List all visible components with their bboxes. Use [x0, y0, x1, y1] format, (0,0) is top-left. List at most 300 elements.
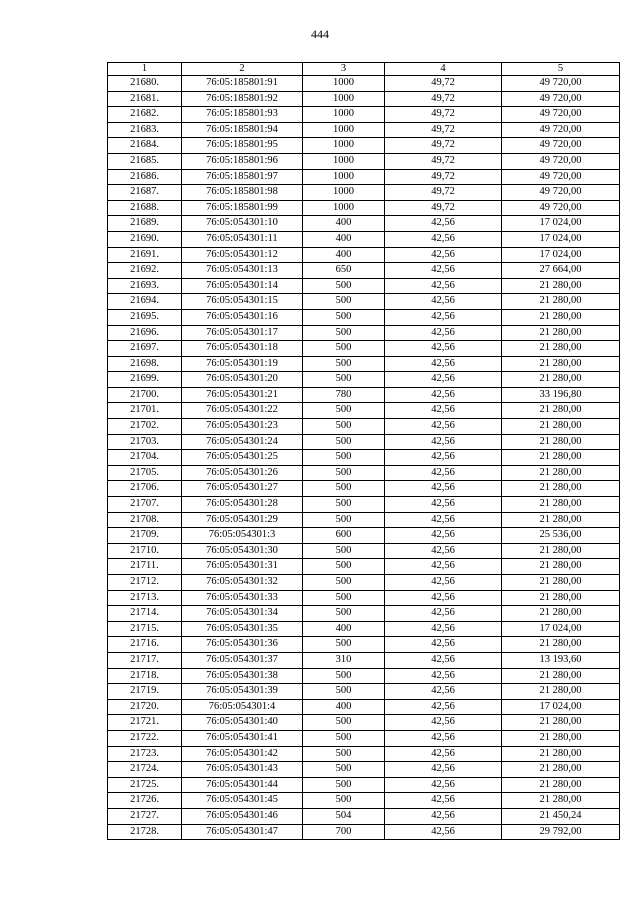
- table-cell: 42,56: [385, 512, 502, 528]
- table-cell: 42,56: [385, 278, 502, 294]
- table-cell: 76:05:054301:4: [182, 699, 303, 715]
- table-cell: 21 280,00: [502, 403, 620, 419]
- table-cell: 1000: [303, 200, 385, 216]
- table-cell: 500: [303, 450, 385, 466]
- table-cell: 76:05:054301:36: [182, 637, 303, 653]
- table-cell: 76:05:054301:26: [182, 465, 303, 481]
- table-cell: 76:05:054301:39: [182, 684, 303, 700]
- table-row: [108, 621, 620, 637]
- table-cell: 21706.: [108, 481, 182, 497]
- table-cell: 76:05:185801:93: [182, 107, 303, 123]
- table-cell: 42,56: [385, 621, 502, 637]
- table-cell: 21 280,00: [502, 590, 620, 606]
- table-cell: 76:05:054301:22: [182, 403, 303, 419]
- table-cell: 76:05:054301:14: [182, 278, 303, 294]
- table-cell: 21709.: [108, 528, 182, 544]
- table-cell: 76:05:054301:30: [182, 543, 303, 559]
- table-cell: 21728.: [108, 824, 182, 840]
- table-cell: 76:05:054301:18: [182, 341, 303, 357]
- table-cell: 500: [303, 419, 385, 435]
- table-row: [108, 465, 620, 481]
- table-row: [108, 559, 620, 575]
- table-cell: 500: [303, 606, 385, 622]
- table-cell: 21690.: [108, 231, 182, 247]
- table-cell: 500: [303, 294, 385, 310]
- table-row: [108, 263, 620, 279]
- table-row: [108, 824, 620, 840]
- table-cell: 49,72: [385, 200, 502, 216]
- table-cell: 76:05:054301:35: [182, 621, 303, 637]
- table-cell: 49,72: [385, 122, 502, 138]
- table-cell: 500: [303, 793, 385, 809]
- table-row: [108, 777, 620, 793]
- table-cell: 21703.: [108, 434, 182, 450]
- table-cell: 21717.: [108, 652, 182, 668]
- table-cell: 13 193,60: [502, 652, 620, 668]
- table-cell: 500: [303, 559, 385, 575]
- table-cell: 76:05:185801:94: [182, 122, 303, 138]
- table-cell: 21 280,00: [502, 559, 620, 575]
- table-cell: 76:05:054301:15: [182, 294, 303, 310]
- table-cell: 500: [303, 668, 385, 684]
- table-row: [108, 278, 620, 294]
- table-cell: 42,56: [385, 575, 502, 591]
- table-cell: 21687.: [108, 185, 182, 201]
- table-cell: 21708.: [108, 512, 182, 528]
- table-row: [108, 325, 620, 341]
- table-cell: 21688.: [108, 200, 182, 216]
- table-cell: 21680.: [108, 76, 182, 92]
- table-cell: 21 280,00: [502, 746, 620, 762]
- table-cell: 1000: [303, 91, 385, 107]
- table-cell: 42,56: [385, 231, 502, 247]
- table-cell: 1000: [303, 153, 385, 169]
- table-cell: 21684.: [108, 138, 182, 154]
- table-cell: 500: [303, 715, 385, 731]
- table-cell: 49 720,00: [502, 153, 620, 169]
- table-cell: 21705.: [108, 465, 182, 481]
- table-cell: 21 280,00: [502, 278, 620, 294]
- table-cell: 42,56: [385, 543, 502, 559]
- table-cell: 76:05:054301:42: [182, 746, 303, 762]
- table-cell: 42,56: [385, 325, 502, 341]
- table-cell: 21 280,00: [502, 309, 620, 325]
- table-cell: 42,56: [385, 465, 502, 481]
- table-cell: 76:05:185801:99: [182, 200, 303, 216]
- table-cell: 21718.: [108, 668, 182, 684]
- table-cell: 76:05:054301:44: [182, 777, 303, 793]
- data-table: [107, 62, 620, 840]
- table-cell: 76:05:185801:96: [182, 153, 303, 169]
- table-cell: 21691.: [108, 247, 182, 263]
- table-cell: 21 280,00: [502, 668, 620, 684]
- page-number: 444: [311, 27, 329, 41]
- table-cell: 21704.: [108, 450, 182, 466]
- table-cell: 42,56: [385, 387, 502, 403]
- table-cell: 500: [303, 762, 385, 778]
- table-row: [108, 746, 620, 762]
- table-row: [108, 668, 620, 684]
- table-cell: 500: [303, 590, 385, 606]
- table-cell: 27 664,00: [502, 263, 620, 279]
- table-cell: 1000: [303, 185, 385, 201]
- table-cell: 76:05:054301:47: [182, 824, 303, 840]
- table-row: [108, 637, 620, 653]
- table-cell: 76:05:054301:19: [182, 356, 303, 372]
- table-cell: 21 280,00: [502, 341, 620, 357]
- table-cell: 76:05:054301:13: [182, 263, 303, 279]
- table-cell: 21720.: [108, 699, 182, 715]
- table-cell: 42,56: [385, 777, 502, 793]
- table-cell: 21686.: [108, 169, 182, 185]
- table-cell: 17 024,00: [502, 231, 620, 247]
- table-cell: 49 720,00: [502, 200, 620, 216]
- table-cell: 49 720,00: [502, 91, 620, 107]
- table-cell: 21689.: [108, 216, 182, 232]
- table-cell: 400: [303, 699, 385, 715]
- table-cell: 42,56: [385, 263, 502, 279]
- table-cell: 42,56: [385, 403, 502, 419]
- table-cell: 21715.: [108, 621, 182, 637]
- table-cell: 21692.: [108, 263, 182, 279]
- table-cell: 21 280,00: [502, 637, 620, 653]
- table-cell: 76:05:054301:24: [182, 434, 303, 450]
- table-row: [108, 762, 620, 778]
- table-cell: 17 024,00: [502, 621, 620, 637]
- table-row: [108, 684, 620, 700]
- table-row: [108, 652, 620, 668]
- table-cell: 21693.: [108, 278, 182, 294]
- table-cell: 21700.: [108, 387, 182, 403]
- table-cell: 21 280,00: [502, 793, 620, 809]
- table-cell: 21 280,00: [502, 497, 620, 513]
- table-cell: 49 720,00: [502, 122, 620, 138]
- table-cell: 310: [303, 652, 385, 668]
- table-cell: 504: [303, 808, 385, 824]
- table-cell: 400: [303, 621, 385, 637]
- table-cell: 500: [303, 403, 385, 419]
- table-cell: 500: [303, 465, 385, 481]
- table-cell: 500: [303, 356, 385, 372]
- table-cell: 76:05:054301:43: [182, 762, 303, 778]
- table-cell: 42,56: [385, 699, 502, 715]
- table-cell: 21 280,00: [502, 543, 620, 559]
- table-row: [108, 341, 620, 357]
- table-cell: 76:05:054301:34: [182, 606, 303, 622]
- table-cell: 500: [303, 746, 385, 762]
- table-cell: 76:05:054301:21: [182, 387, 303, 403]
- table-cell: 42,56: [385, 450, 502, 466]
- table-cell: 21 280,00: [502, 450, 620, 466]
- table-cell: 49 720,00: [502, 169, 620, 185]
- column-header: 4: [385, 63, 502, 76]
- table-cell: 42,56: [385, 684, 502, 700]
- table-cell: 76:05:054301:3: [182, 528, 303, 544]
- table-cell: 21 280,00: [502, 325, 620, 341]
- table-row: [108, 185, 620, 201]
- table-row: [108, 76, 620, 92]
- table-cell: 21 280,00: [502, 684, 620, 700]
- table-row: [108, 231, 620, 247]
- table-cell: 76:05:054301:31: [182, 559, 303, 575]
- table-cell: 21716.: [108, 637, 182, 653]
- table-cell: 17 024,00: [502, 216, 620, 232]
- table-cell: 21696.: [108, 325, 182, 341]
- table-cell: 21 280,00: [502, 419, 620, 435]
- table-cell: 780: [303, 387, 385, 403]
- column-header: 5: [502, 63, 620, 76]
- table-cell: 76:05:185801:92: [182, 91, 303, 107]
- table-cell: 76:05:054301:17: [182, 325, 303, 341]
- table-cell: 21682.: [108, 107, 182, 123]
- table-cell: 500: [303, 481, 385, 497]
- table-cell: 76:05:054301:16: [182, 309, 303, 325]
- table-cell: 21697.: [108, 341, 182, 357]
- table-row: [108, 730, 620, 746]
- table-row: [108, 216, 620, 232]
- table-cell: 49,72: [385, 169, 502, 185]
- table-cell: 21707.: [108, 497, 182, 513]
- table-cell: 21685.: [108, 153, 182, 169]
- table-cell: 76:05:054301:38: [182, 668, 303, 684]
- table-cell: 21 450,24: [502, 808, 620, 824]
- header-row: [108, 63, 620, 76]
- table-cell: 76:05:054301:10: [182, 216, 303, 232]
- table-cell: 600: [303, 528, 385, 544]
- table-cell: 76:05:054301:45: [182, 793, 303, 809]
- table-cell: 21710.: [108, 543, 182, 559]
- table-cell: 21713.: [108, 590, 182, 606]
- table-cell: 49,72: [385, 91, 502, 107]
- table-cell: 21725.: [108, 777, 182, 793]
- table-cell: 21 280,00: [502, 575, 620, 591]
- table-cell: 1000: [303, 169, 385, 185]
- table-cell: 49,72: [385, 76, 502, 92]
- table-cell: 650: [303, 263, 385, 279]
- table-cell: 21695.: [108, 309, 182, 325]
- table-cell: 76:05:185801:97: [182, 169, 303, 185]
- table-body: [108, 76, 620, 840]
- table-cell: 21 280,00: [502, 481, 620, 497]
- table-cell: 76:05:185801:95: [182, 138, 303, 154]
- table-cell: 76:05:054301:12: [182, 247, 303, 263]
- table-cell: 21 280,00: [502, 434, 620, 450]
- table-cell: 500: [303, 325, 385, 341]
- table-cell: 76:05:054301:27: [182, 481, 303, 497]
- column-header: 3: [303, 63, 385, 76]
- table-cell: 42,56: [385, 746, 502, 762]
- table-row: [108, 153, 620, 169]
- table-cell: 42,56: [385, 590, 502, 606]
- table-cell: 21723.: [108, 746, 182, 762]
- table-row: [108, 606, 620, 622]
- table-cell: 76:05:054301:32: [182, 575, 303, 591]
- table-cell: 21702.: [108, 419, 182, 435]
- table-cell: 500: [303, 341, 385, 357]
- table-cell: 42,56: [385, 559, 502, 575]
- table-row: [108, 715, 620, 731]
- table-cell: 76:05:054301:20: [182, 372, 303, 388]
- table-cell: 21694.: [108, 294, 182, 310]
- table-row: [108, 107, 620, 123]
- table-cell: 42,56: [385, 715, 502, 731]
- table-cell: 42,56: [385, 762, 502, 778]
- table-cell: 76:05:054301:33: [182, 590, 303, 606]
- table-cell: 42,56: [385, 497, 502, 513]
- table-cell: 42,56: [385, 341, 502, 357]
- table-cell: 500: [303, 278, 385, 294]
- table-cell: 17 024,00: [502, 699, 620, 715]
- table-cell: 42,56: [385, 434, 502, 450]
- table-row: [108, 543, 620, 559]
- table-cell: 49,72: [385, 138, 502, 154]
- table-cell: 42,56: [385, 309, 502, 325]
- table-row: [108, 372, 620, 388]
- table-cell: 42,56: [385, 606, 502, 622]
- table-cell: 49 720,00: [502, 76, 620, 92]
- table-row: [108, 512, 620, 528]
- table-cell: 76:05:054301:37: [182, 652, 303, 668]
- table-row: [108, 356, 620, 372]
- table-cell: 400: [303, 231, 385, 247]
- table-cell: 1000: [303, 122, 385, 138]
- table-cell: 500: [303, 434, 385, 450]
- table-row: [108, 450, 620, 466]
- table-cell: 400: [303, 247, 385, 263]
- table-cell: 42,56: [385, 528, 502, 544]
- table-cell: 76:05:054301:40: [182, 715, 303, 731]
- table-cell: 21727.: [108, 808, 182, 824]
- table-row: [108, 200, 620, 216]
- table-cell: 21 280,00: [502, 294, 620, 310]
- table-row: [108, 169, 620, 185]
- table-row: [108, 138, 620, 154]
- table-cell: 42,56: [385, 652, 502, 668]
- table-cell: 21701.: [108, 403, 182, 419]
- table-cell: 42,56: [385, 793, 502, 809]
- column-header: 2: [182, 63, 303, 76]
- table-cell: 21726.: [108, 793, 182, 809]
- table-row: [108, 497, 620, 513]
- table-cell: 500: [303, 730, 385, 746]
- table-row: [108, 309, 620, 325]
- table-row: [108, 699, 620, 715]
- table-cell: 400: [303, 216, 385, 232]
- table-row: [108, 403, 620, 419]
- table-cell: 21711.: [108, 559, 182, 575]
- table-cell: 500: [303, 372, 385, 388]
- table-cell: 21724.: [108, 762, 182, 778]
- table-cell: 49,72: [385, 107, 502, 123]
- table-cell: 42,56: [385, 372, 502, 388]
- table-cell: 42,56: [385, 294, 502, 310]
- table-row: [108, 387, 620, 403]
- table-row: [108, 575, 620, 591]
- table-cell: 76:05:054301:25: [182, 450, 303, 466]
- table-cell: 21719.: [108, 684, 182, 700]
- table-cell: 21681.: [108, 91, 182, 107]
- table-row: [108, 122, 620, 138]
- table-cell: 21698.: [108, 356, 182, 372]
- table-cell: 76:05:185801:98: [182, 185, 303, 201]
- table-cell: 49 720,00: [502, 107, 620, 123]
- table-cell: 500: [303, 777, 385, 793]
- table-cell: 76:05:054301:46: [182, 808, 303, 824]
- table-cell: 42,56: [385, 730, 502, 746]
- table-cell: 500: [303, 543, 385, 559]
- table-cell: 21722.: [108, 730, 182, 746]
- table-cell: 21 280,00: [502, 777, 620, 793]
- table-row: [108, 294, 620, 310]
- table-cell: 500: [303, 575, 385, 591]
- table-cell: 21 280,00: [502, 356, 620, 372]
- table-row: [108, 528, 620, 544]
- table-cell: 21 280,00: [502, 465, 620, 481]
- table-cell: 700: [303, 824, 385, 840]
- table-cell: 42,56: [385, 247, 502, 263]
- column-header: 1: [108, 63, 182, 76]
- table-cell: 76:05:054301:28: [182, 497, 303, 513]
- table-cell: 76:05:054301:29: [182, 512, 303, 528]
- table-cell: 42,56: [385, 808, 502, 824]
- table-cell: 33 196,80: [502, 387, 620, 403]
- table-cell: 21 280,00: [502, 606, 620, 622]
- table-cell: 29 792,00: [502, 824, 620, 840]
- table-cell: 42,56: [385, 356, 502, 372]
- table-cell: 500: [303, 684, 385, 700]
- table-cell: 500: [303, 637, 385, 653]
- table-cell: 21 280,00: [502, 730, 620, 746]
- table-cell: 42,56: [385, 481, 502, 497]
- table-cell: 21714.: [108, 606, 182, 622]
- table-cell: 500: [303, 512, 385, 528]
- table-cell: 17 024,00: [502, 247, 620, 263]
- table-cell: 1000: [303, 138, 385, 154]
- table-cell: 42,56: [385, 419, 502, 435]
- table-cell: 49,72: [385, 153, 502, 169]
- table-row: [108, 793, 620, 809]
- table-cell: 76:05:054301:11: [182, 231, 303, 247]
- table-cell: 42,56: [385, 824, 502, 840]
- table-row: [108, 91, 620, 107]
- table-cell: 1000: [303, 107, 385, 123]
- table-cell: 21 280,00: [502, 715, 620, 731]
- table-row: [108, 434, 620, 450]
- table-cell: 42,56: [385, 216, 502, 232]
- table-cell: 76:05:054301:23: [182, 419, 303, 435]
- table-cell: 42,56: [385, 668, 502, 684]
- table-cell: 21 280,00: [502, 372, 620, 388]
- table-cell: 500: [303, 309, 385, 325]
- table-cell: 21699.: [108, 372, 182, 388]
- table-cell: 21721.: [108, 715, 182, 731]
- table-cell: 76:05:185801:91: [182, 76, 303, 92]
- table-cell: 1000: [303, 76, 385, 92]
- table-cell: 49 720,00: [502, 138, 620, 154]
- table-row: [108, 590, 620, 606]
- table-cell: 21 280,00: [502, 762, 620, 778]
- table-cell: 25 536,00: [502, 528, 620, 544]
- table-cell: 76:05:054301:41: [182, 730, 303, 746]
- table-cell: 21683.: [108, 122, 182, 138]
- table-row: [108, 481, 620, 497]
- table-cell: 500: [303, 497, 385, 513]
- table-cell: 21712.: [108, 575, 182, 591]
- table-row: [108, 419, 620, 435]
- table-row: [108, 247, 620, 263]
- table-cell: 49,72: [385, 185, 502, 201]
- table-cell: 21 280,00: [502, 512, 620, 528]
